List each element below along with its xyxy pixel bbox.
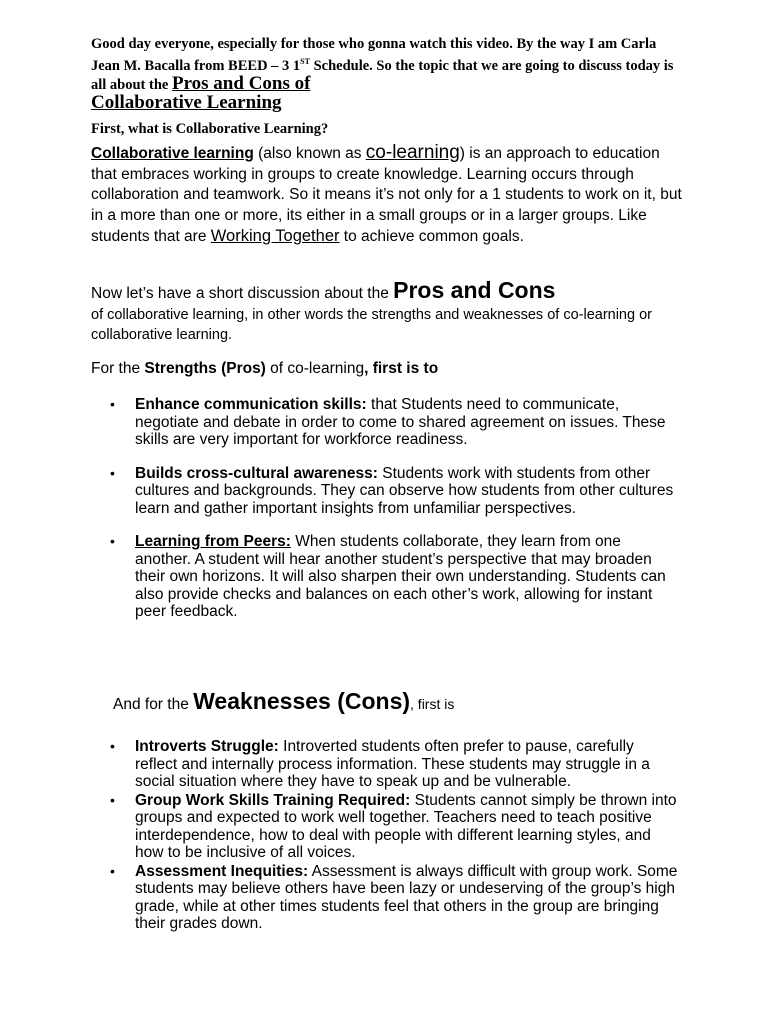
pros-item-label: Builds cross-cultural awareness:: [135, 464, 378, 482]
cons-item: [110, 792, 680, 862]
intro-superscript: ST: [300, 57, 310, 66]
discussion-rest: of collaborative learning, in other words the strengths and weaknesses of co-learning or collaborative learning.: [91, 306, 652, 343]
intro-paragraph: [91, 36, 681, 113]
discussion-paragraph: [91, 277, 701, 346]
strengths-lead: For the: [91, 360, 145, 377]
cons-item-label: Assessment Inequities:: [135, 862, 309, 880]
strengths-mid: of co-learning: [265, 360, 365, 377]
pros-item-label: Enhance communication skills:: [135, 396, 367, 413]
topic-title-line1: Pros and Cons of: [171, 72, 311, 94]
cons-item: [110, 738, 680, 791]
cons-item-text: Introverted students often prefer to pause, carefully reflect and internally process information. These students may struggle in a social situation where they have to speak up and be vulnerable.: [135, 738, 650, 790]
cons-list: [110, 738, 680, 934]
cons-lead: And for the: [113, 696, 194, 713]
topic-title-line2: Collaborative Learning: [91, 91, 282, 113]
pros-item: [110, 396, 680, 449]
definition-part1: (also known as: [253, 145, 366, 162]
strengths-tail: , first is to: [364, 360, 439, 377]
cons-item-text: Students cannot simply be thrown into groups and expected to work well together. Teachers need to teach positive interdependence, how to deal with people with different learning styles, and how to be inclusive of all voices.: [135, 791, 677, 861]
strengths-label: Strengths (Pros): [144, 360, 266, 377]
question-heading: First, what is Collaborative Learning?: [91, 121, 329, 137]
pros-list: [110, 396, 680, 637]
cons-item-label: Group Work Skills Training Required:: [135, 791, 411, 809]
pros-item: [110, 465, 680, 518]
definition-term: Collaborative learning: [91, 145, 254, 162]
definition-part2: ) is an approach to education that embraces working in groups to create knowledge. Learning occurs through collaboration and teamwork. So it means it’s not only for a 1 students to work on it, but in a more than one or more, its either in a small groups or in a larger groups. Like students that are: [91, 145, 682, 245]
definition-part3: to achieve common goals.: [339, 228, 524, 245]
cons-item-label: Introverts Struggle:: [135, 738, 279, 755]
pros-item-text: Students work with students from other cultures and backgrounds. They can observe how students from other cultures learn and gather important insights from unfamiliar perspectives.: [135, 464, 674, 517]
cons-item: [110, 863, 680, 933]
pros-item-text: When students collaborate, they learn from one another. A student will hear another student’s perspective that may broaden their own horizons. It will also sharpen their own understanding. Students can also provide checks and balances on each other’s work, allowing for instant peer feedback.: [135, 533, 666, 620]
strengths-intro: [91, 360, 438, 378]
discussion-heading: Pros and Cons: [393, 277, 556, 303]
intro-text-after: Schedule. So the topic that we are going to discuss today is all about the: [91, 57, 674, 93]
intro-text-before: Good day everyone, especially for those who gonna watch this video. By the way I am Carla Jean M. Bacalla from BEED – 3 1: [91, 36, 657, 74]
definition-paragraph: [91, 143, 683, 248]
pros-item-label: Learning from Peers:: [135, 533, 291, 550]
discussion-lead: Now let’s have a short discussion about the: [91, 285, 394, 302]
cons-tail: , first is: [410, 696, 455, 712]
definition-highlight: Working Together: [210, 227, 340, 245]
cons-intro: [113, 688, 454, 715]
definition-alias: co-learning: [365, 142, 460, 163]
cons-heading: Weaknesses (Cons): [193, 688, 411, 714]
pros-item-text: that Students need to communicate, negotiate and debate in order to come to shared agreement on issues. These skills are very important for workforce readiness.: [135, 396, 666, 448]
pros-item: [110, 533, 680, 621]
cons-item-text: Assessment is always difficult with group work. Some students may believe others have been lazy or undeserving of the group’s high grade, while at other times students feel that others in the group are bringing their grades down.: [135, 862, 678, 932]
